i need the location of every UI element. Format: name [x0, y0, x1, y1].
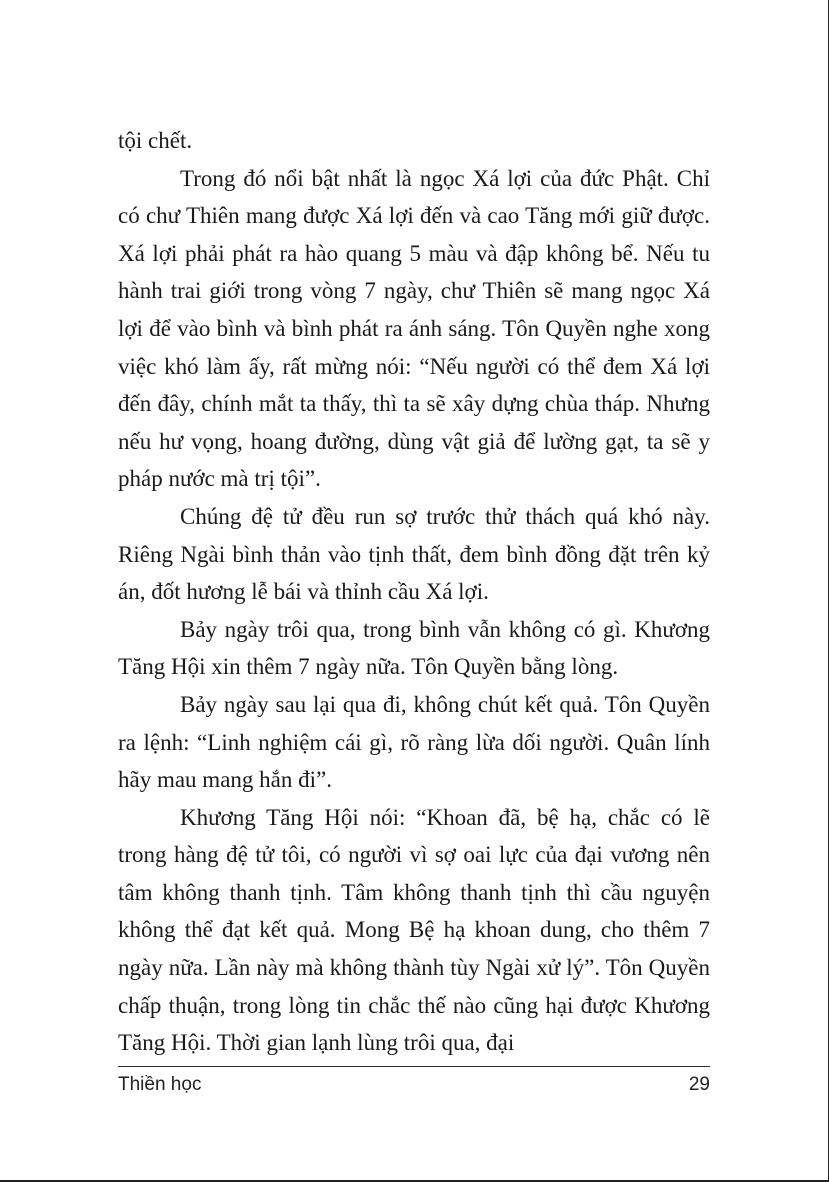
footer-divider	[118, 1066, 710, 1067]
body-text	[118, 122, 710, 1062]
page-number: 29	[688, 1074, 710, 1095]
paragraph: Khương Tăng Hội nói: “Khoan đã, bệ hạ, chắc có lẽ trong hàng đệ tử tôi, có người vì sợ oai lực của đại vương nên tâm không thanh tịnh. Tâm không thanh tịnh thì cầu nguyện không thể đạt kết quả. Mong Bệ hạ khoan dung, cho thêm 7 ngày nữa. Lần này mà không thành tùy Ngài xử lý”. Tôn Quyền chấp thuận, trong lòng tin chắc thế nào cũng hại được Khương Tăng Hội. Thời gian lạnh lùng trôi qua, đại	[118, 804, 710, 1056]
footer-book-title: Thiền học	[118, 1074, 202, 1095]
paragraph: Bảy ngày sau lại qua đi, không chút kết quả. Tôn Quyền ra lệnh: “Linh nghiệm cái gì, rõ ràng lừa dối người. Quân lính hãy mau mang hắn đi”.	[118, 691, 710, 793]
paragraph: Chúng đệ tử đều run sợ trước thử thách quá khó này. Riêng Ngài bình thản vào tịnh thất, đem bình đồng đặt trên kỷ án, đốt hương lễ bái và thỉnh cầu Xá lợi.	[118, 503, 710, 605]
paragraph-continuation: tội chết.	[118, 128, 193, 153]
paragraph: Bảy ngày trôi qua, trong bình vẫn không có gì. Khương Tăng Hội xin thêm 7 ngày nữa. Tôn Quyền bằng lòng.	[118, 616, 710, 680]
paragraph: Trong đó nổi bật nhất là ngọc Xá lợi của đức Phật. Chỉ có chư Thiên mang được Xá lợi đến và cao Tăng mới giữ được. Xá lợi phải phát ra hào quang 5 màu và đập không bể. Nếu tu hành trai giới trong vòng 7 ngày, chư Thiên sẽ mang ngọc Xá lợi để vào bình và bình phát ra ánh sáng. Tôn Quyền nghe xong việc khó làm ấy, rất mừng nói: “Nếu người có thể đem Xá lợi đến đây, chính mắt ta thấy, thì ta sẽ xây dựng chùa tháp. Nhưng nếu hư vọng, hoang đường, dùng vật giả để lường gạt, ta sẽ y pháp nước mà trị tội”.	[118, 165, 710, 492]
page-footer	[118, 1074, 710, 1096]
